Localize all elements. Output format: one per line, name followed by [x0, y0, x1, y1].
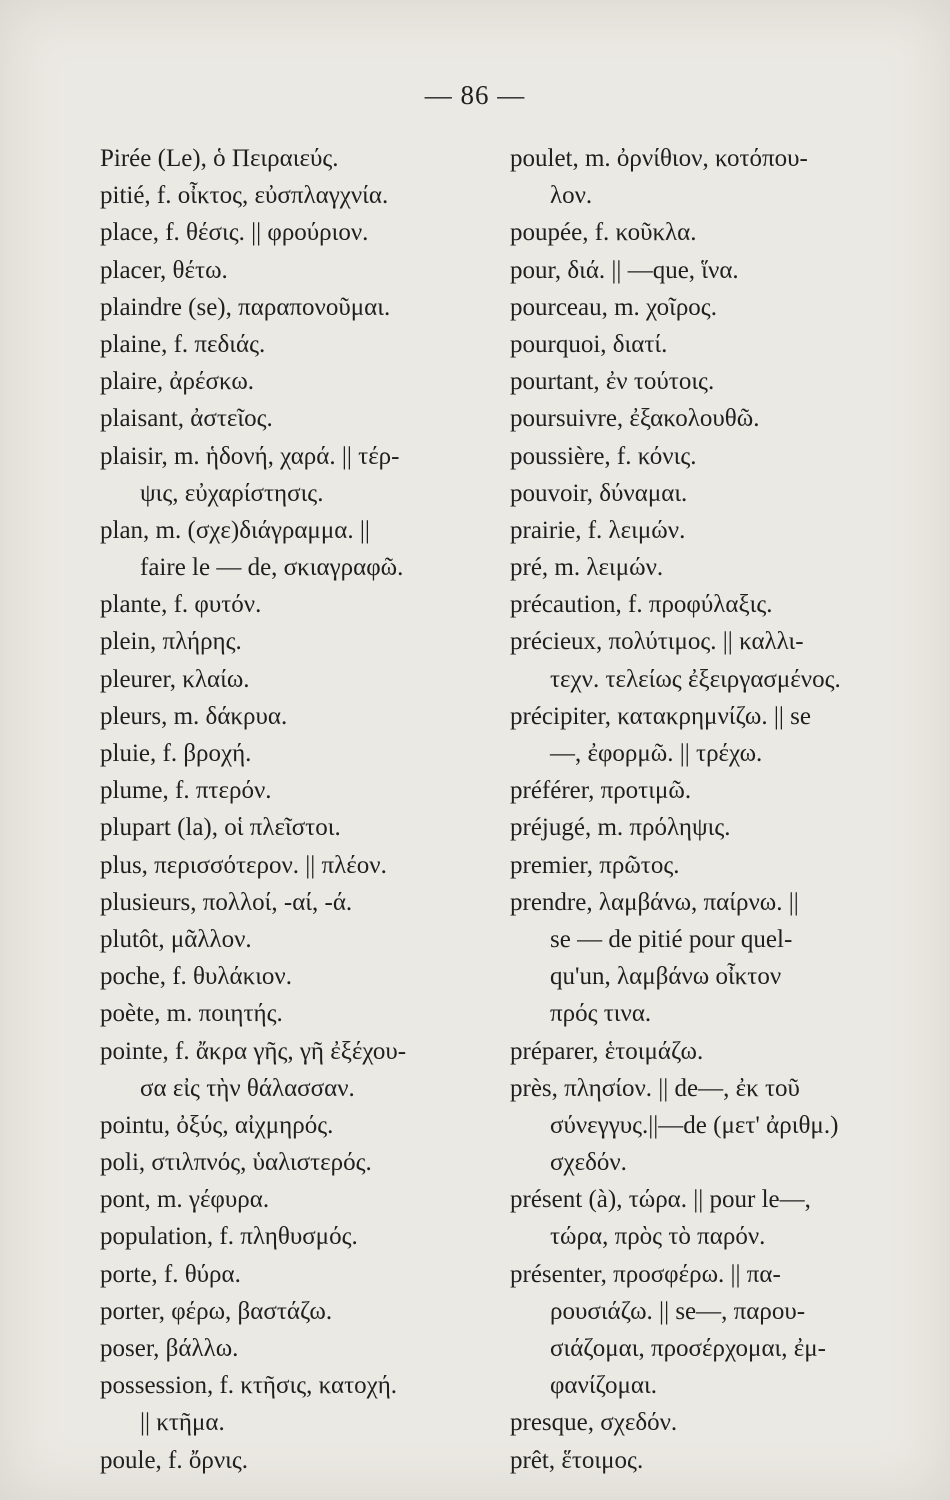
- entry-continuation: || κτῆμα.: [140, 1409, 225, 1437]
- entry-line: présenter, προσφέρω. || πα-: [510, 1260, 781, 1288]
- entry-line: plein, πλήρης.: [100, 628, 242, 656]
- entry-line: préférer, προτιμῶ.: [510, 777, 692, 805]
- entry-line: préjugé, m. πρόληψις.: [510, 814, 731, 842]
- entry-line: poulet, m. ὀρνίθιον, κοτόπου-: [510, 145, 808, 172]
- entry-line: plusieurs, πολλοί, -αί, -ά.: [100, 888, 353, 916]
- entry-line: poète, m. ποιητής.: [100, 1000, 283, 1028]
- entry-line: pour, διά. || —que, ἵνα.: [510, 256, 739, 284]
- entry-line: plus, περισσότερον. || πλέον.: [100, 851, 387, 879]
- entry-continuation: λον.: [550, 182, 593, 210]
- entry-line: plutôt, μᾶλλον.: [100, 925, 252, 953]
- entry-continuation: σχεδόν.: [550, 1149, 627, 1177]
- entry-line: plaisir, m. ἡδονή, χαρά. || τέρ-: [100, 442, 400, 470]
- entry-line: poule, f. ὄρνις.: [100, 1446, 249, 1474]
- entry-continuation: τεχν. τελείως ἐξειργασμένος.: [550, 665, 841, 693]
- entry-line: prendre, λαμβάνω, παίρνω. ||: [510, 888, 799, 916]
- entry-continuation: —, ἐφορμῶ. || τρέχω.: [550, 740, 763, 767]
- entry-line: pointu, ὀξύς, αἰχμηρός.: [100, 1111, 334, 1139]
- entry-line: placer, θέτω.: [100, 256, 228, 284]
- entry-line: porter, φέρω, βαστάζω.: [100, 1297, 333, 1325]
- entry-line: pleurs, m. δάκρυα.: [100, 702, 288, 730]
- entry-line: plupart (la), οἱ πλεῖστοι.: [100, 814, 341, 842]
- entry-line: place, f. θέσις. || φρούριον.: [100, 219, 369, 247]
- entry-line: poussière, f. κόνις.: [510, 442, 697, 470]
- entry-line: pointe, f. ἄκρα γῆς, γῆ ἐξέχου-: [100, 1037, 407, 1065]
- entry-line: pitié, f. οἶκτος, εὐσπλαγχνία.: [100, 182, 389, 210]
- entry-continuation: σύνεγγυς.||—de (μετ' ἀριθμ.): [550, 1111, 839, 1139]
- entry-line: précieux, πολύτιμος. || καλλι-: [510, 628, 804, 656]
- right-column: [510, 140, 920, 1479]
- entry-line: pluie, f. βροχή.: [100, 740, 252, 767]
- entry-line: poli, στιλπνός, ὑαλιστερός.: [100, 1149, 372, 1177]
- entry-line: pourquoi, διατί.: [510, 330, 668, 358]
- entry-continuation: φανίζομαι.: [550, 1372, 657, 1400]
- entry-line: pourtant, ἐν τούτοις.: [510, 368, 715, 396]
- entry-line: population, f. πληθυσμός.: [100, 1223, 358, 1251]
- entry-line: prêt, ἕτοιμος.: [510, 1446, 644, 1474]
- entry-line: plaindre (se), παραπονοῦμαι.: [100, 293, 391, 321]
- entry-line: précaution, f. προφύλαξις.: [510, 591, 773, 619]
- entry-continuation: faire le — de, σκιαγραφῶ.: [140, 554, 404, 582]
- left-column: [100, 140, 500, 1479]
- entry-line: plume, f. πτερόν.: [100, 777, 272, 805]
- entry-continuation: se — de pitié pour quel-: [550, 925, 793, 953]
- entry-line: près, πλησίον. || de—, ἐκ τοῦ: [510, 1074, 800, 1102]
- entry-line: porte, f. θύρα.: [100, 1260, 241, 1288]
- entry-line: présent (à), τώρα. || pour le—,: [510, 1186, 811, 1214]
- entry-line: premier, πρῶτος.: [510, 851, 680, 879]
- entry-line: possession, f. κτῆσις, κατοχή.: [100, 1372, 398, 1400]
- entry-line: pleurer, κλαίω.: [100, 665, 250, 693]
- entry-line: Pirée (Le), ὁ Πειραιεύς.: [100, 145, 339, 172]
- entry-line: poursuivre, ἐξακολουθῶ.: [510, 405, 760, 433]
- entry-line: pouvoir, δύναμαι.: [510, 479, 688, 507]
- entry-continuation: πρός τινα.: [550, 1000, 652, 1028]
- entry-line: plan, m. (σχε)διάγραμμα. ||: [100, 516, 370, 544]
- entry-continuation: σα εἰς τὴν θάλασσαν.: [140, 1074, 355, 1102]
- entry-line: préparer, ἑτοιμάζω.: [510, 1037, 704, 1065]
- entry-continuation: qu'un, λαμβάνω οἶκτον: [550, 963, 782, 991]
- page-number: — 86 —: [424, 80, 526, 110]
- entry-line: poupée, f. κοῦκλα.: [510, 219, 697, 247]
- entry-continuation: ψις, εὐχαρίστησις.: [140, 479, 324, 507]
- entry-line: plaire, ἀρέσκω.: [100, 368, 255, 396]
- entry-continuation: ρουσιάζω. || se—, παρου-: [550, 1297, 806, 1325]
- entry-continuation: σιάζομαι, προσέρχομαι, ἐμ-: [550, 1335, 827, 1362]
- entry-line: pré, m. λειμών.: [510, 554, 664, 582]
- entry-line: plaine, f. πεδιάς.: [100, 330, 266, 358]
- entry-line: plante, f. φυτόν.: [100, 591, 262, 619]
- entry-line: plaisant, ἀστεῖος.: [100, 405, 273, 433]
- entry-line: poche, f. θυλάκιον.: [100, 963, 292, 991]
- entry-line: pont, m. γέφυρα.: [100, 1186, 270, 1214]
- entry-line: précipiter, κατακρημνίζω. || se: [510, 702, 811, 730]
- entry-line: pourceau, m. χοῖρος.: [510, 293, 717, 321]
- entry-line: prairie, f. λειμών.: [510, 516, 686, 544]
- entry-line: poser, βάλλω.: [100, 1335, 239, 1362]
- entry-continuation: τώρα, πρὸς τὸ παρόν.: [550, 1223, 766, 1251]
- entry-line: presque, σχεδόν.: [510, 1409, 678, 1437]
